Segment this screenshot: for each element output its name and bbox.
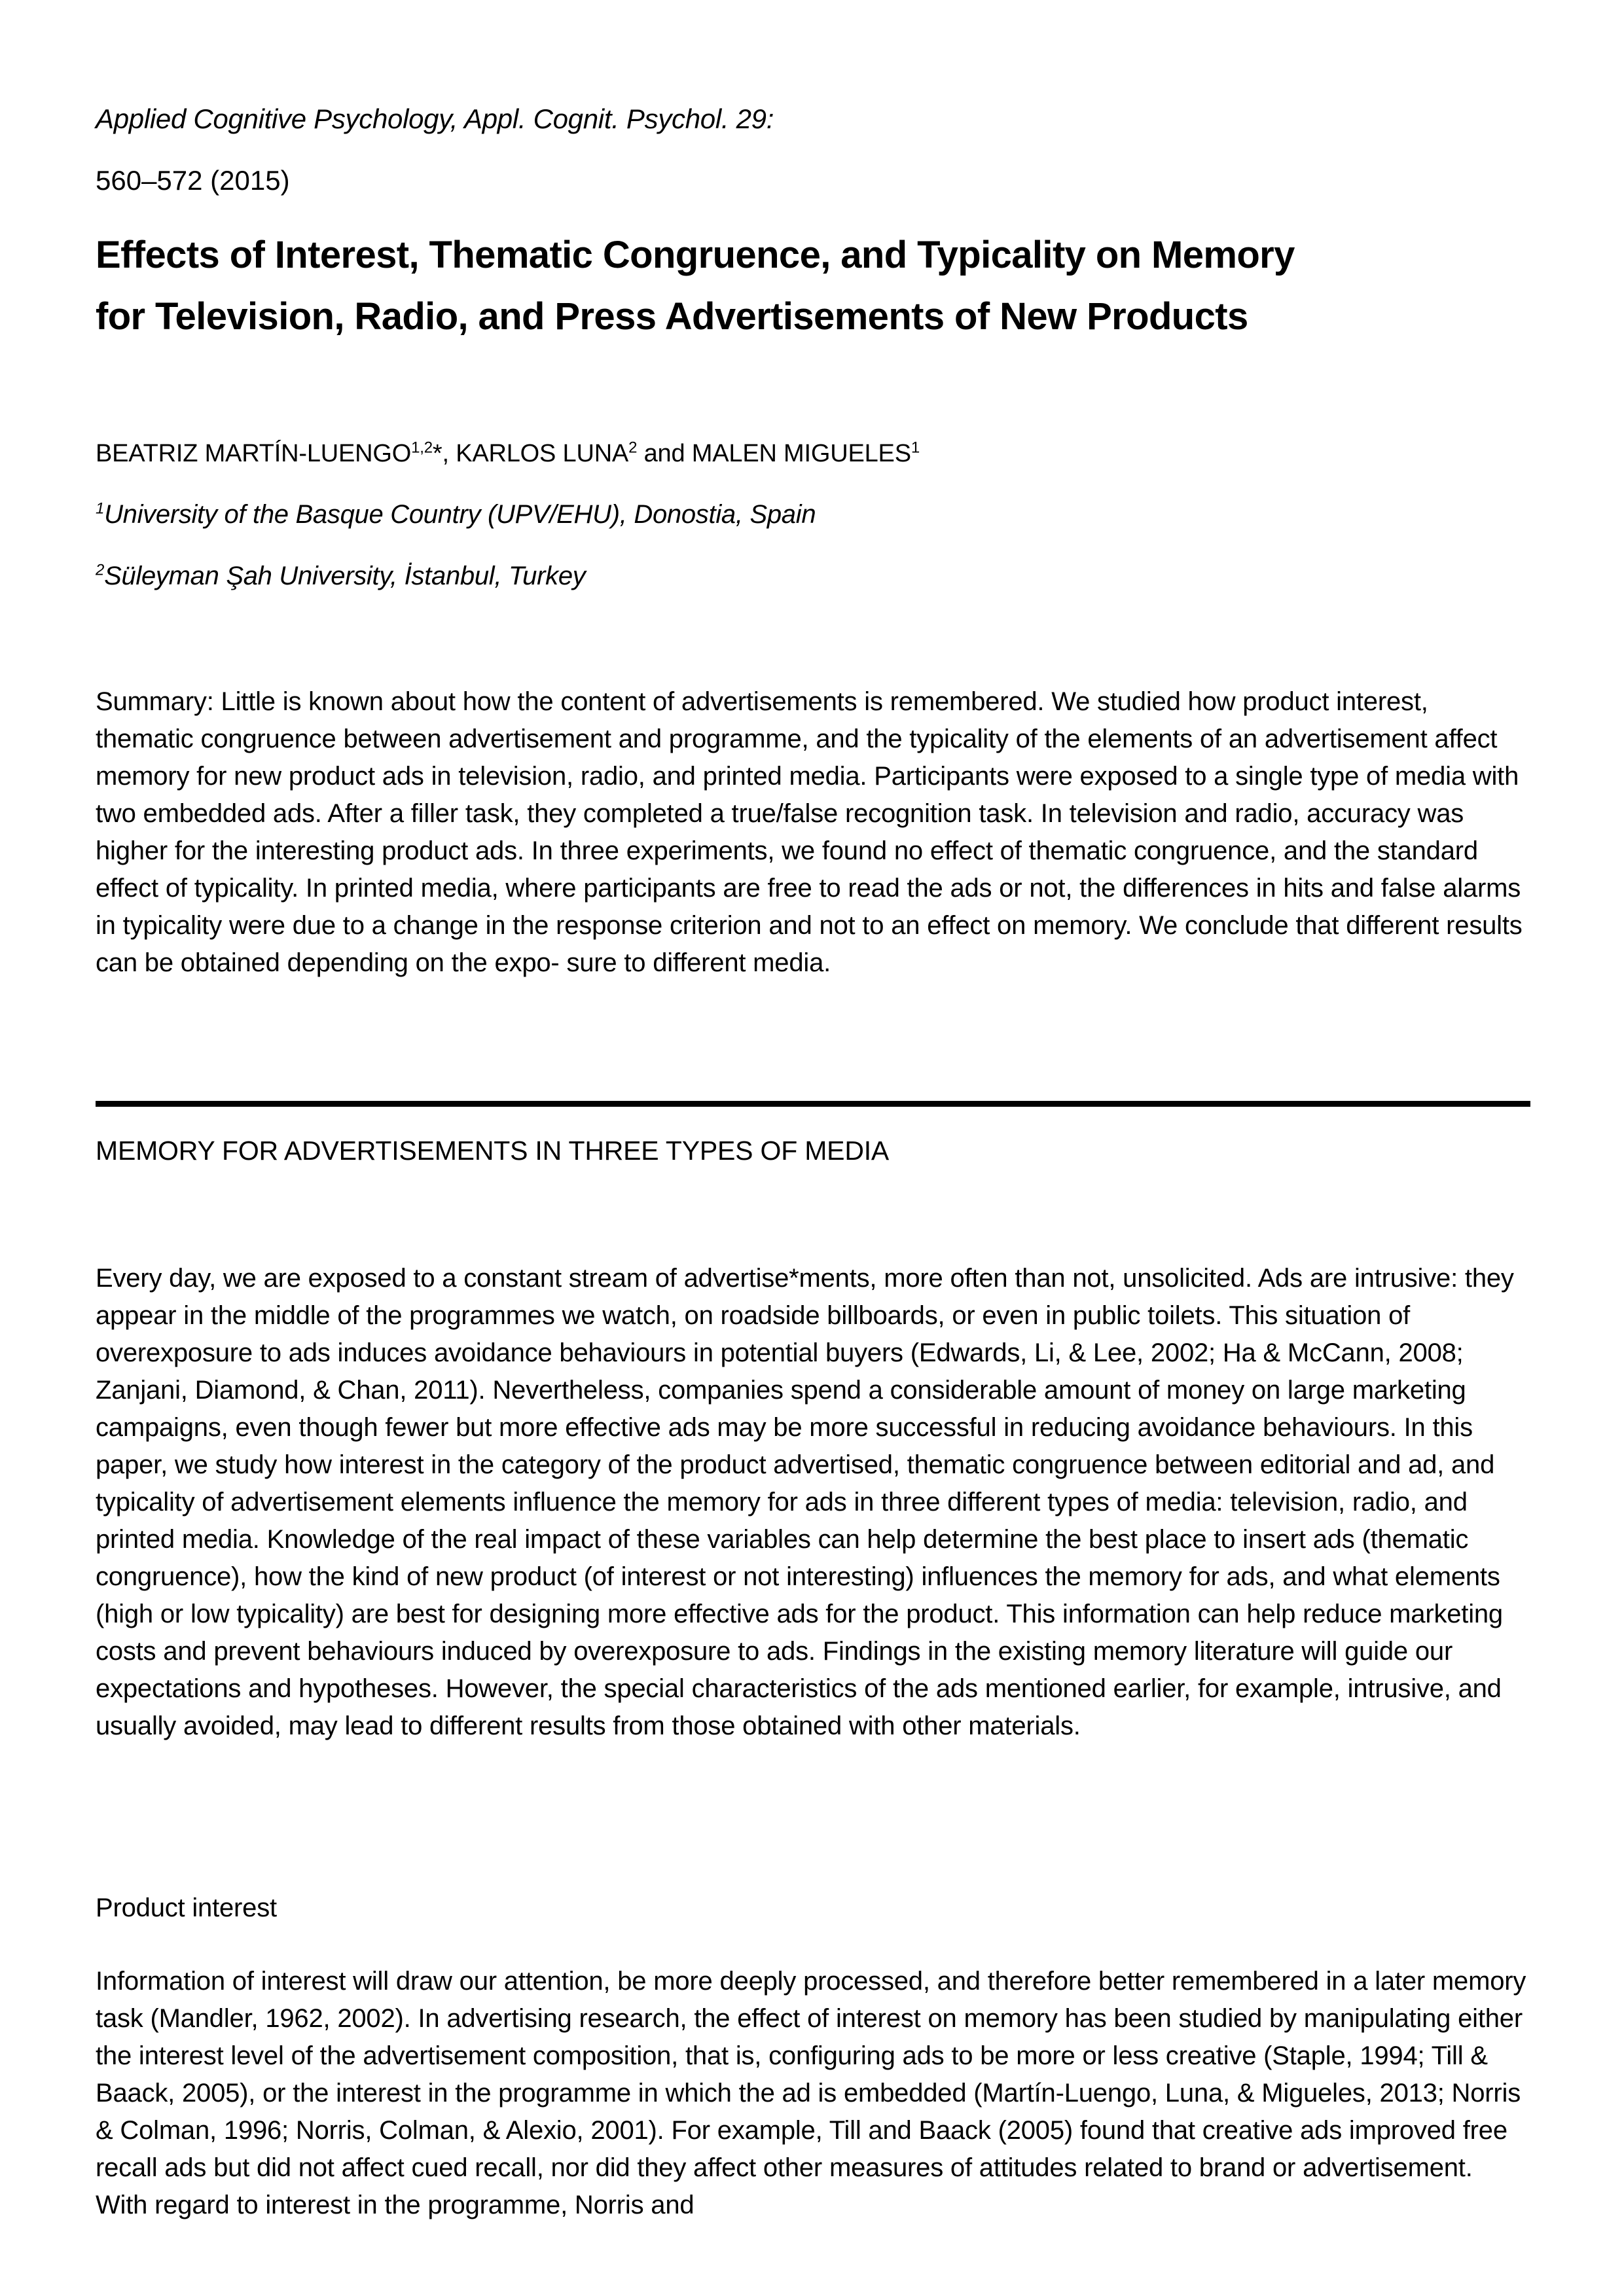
author-affil-sup-2: 2	[628, 439, 638, 457]
affiliation-1-sup: 1	[96, 499, 105, 518]
product-interest-paragraph: Information of interest will draw our attention, be more deeply processed, and therefore better remembered in a later memory task (Mandler, 1962, 2002). In advertising research, the effect of interest on memory has been studied by manipulating either the interest level of the advertisement composition, that is, configuring ads to be more or less creative (Staple, 1994; Till & Baack, 2005), or the interest in the programme in which the ad is embedded (Martín-Luengo, Luna, & Migueles, 2013; Norris & Colman, 1996; Norris, Colman, & Alexio, 2001). For example, Till and Baack (2005) found that creative ads improved free recall ads but did not affect cued recall, nor did they affect other measures of attitudes related to brand or advertisement. With regard to interest in the programme, Norris and	[96, 1967, 1526, 2219]
author-affil-sup-3: 1	[911, 439, 920, 457]
author-name-1: BEATRIZ MARTÍN-LUENGO	[96, 440, 412, 467]
author-affil-sup-1: 1,2	[411, 439, 433, 457]
author-name-2: KARLOS LUNA	[456, 440, 629, 467]
author-separator-2: and	[637, 440, 692, 467]
journal-header: Applied Cognitive Psychology, Appl. Cognit. Psychol. 29:	[96, 103, 774, 134]
affiliation-2-text: Süleyman Şah University, İstanbul, Turkey	[104, 562, 586, 590]
affiliation-1	[96, 500, 1530, 529]
author-separator-1: ,	[442, 440, 456, 467]
introduction-paragraph: Every day, we are exposed to a constant stream of advertise*ments, more often than not, unsolicited. Ads are intrusive: they appear in the middle of the programmes we watch, on roadside billboards, or even in public toilets. This situation of overexposure to ads induces avoidance behaviours in potential buyers (Edwards, Li, & Lee, 2002; Ha & McCann, 2008; Zanjani, Diamond, & Chan, 2011). Nevertheless, companies spend a considerable amount of money on large marketing campaigns, even though fewer but more effective ads may be more successful in reducing avoidance behaviours. In this paper, we study how interest in the category of the product advertised, thematic congruence between editorial and ad, and typicality of advertisement elements influence the memory for ads in three different types of media: television, radio, and printed media. Knowledge of the real impact of these variables can help determine the best place to insert ads (thematic congruence), how the kind of new product (of interest or not interesting) influences the memory for ads, and what elements (high or low typicality) are best for designing more effective ads for the product. This information can help reduce marketing costs and prevent behaviours induced by overexposure to ads. Findings in the existing memory literature will guide our expectations and hypotheses. However, the special characteristics of the ads mentioned earlier, for example, intrusive, and usually avoided, may lead to different results from those obtained with other materials.	[96, 1264, 1514, 1740]
abstract-summary: Summary: Little is known about how the content of advertisements is remembered. We studied how product interest, thematic congruence between advertisement and programme, and the typicality of the elements of an advertisement affect memory for new product ads in television, radio, and printed media. Participants were exposed to a single type of media with two embedded ads. After a filler task, they completed a true/false recognition task. In television and radio, accuracy was higher for the interesting product ads. In three experiments, we found no effect of thematic congruence, and the standard effect of typicality. In printed media, where participants are free to read the ads or not, the differences in hits and false alarms in typicality were due to a change in the response criterion and not to an effect on memory. We conclude that different results can be obtained depending on the expo- sure to different media.	[96, 687, 1523, 977]
paper-title-line1: Effects of Interest, Thematic Congruence, and Typicality on Memory	[96, 234, 1295, 276]
paper-title-line2: for Television, Radio, and Press Advertisements of New Products	[96, 295, 1248, 338]
corresponding-author-mark: *	[432, 440, 442, 467]
section-divider-rule	[96, 1101, 1530, 1107]
journal-pages-year: 560–572 (2015)	[96, 165, 290, 196]
affiliation-1-text: University of the Basque Country (UPV/EHU), Donostia, Spain	[104, 500, 816, 529]
section-heading: MEMORY FOR ADVERTISEMENTS IN THREE TYPES OF MEDIA	[96, 1136, 890, 1166]
subsection-heading-product-interest: Product interest	[96, 1893, 277, 1922]
affiliation-2-sup: 2	[96, 561, 105, 579]
affiliation-2	[96, 562, 1530, 591]
author-list	[96, 440, 1530, 468]
author-name-3: MALEN MIGUELES	[691, 440, 911, 467]
